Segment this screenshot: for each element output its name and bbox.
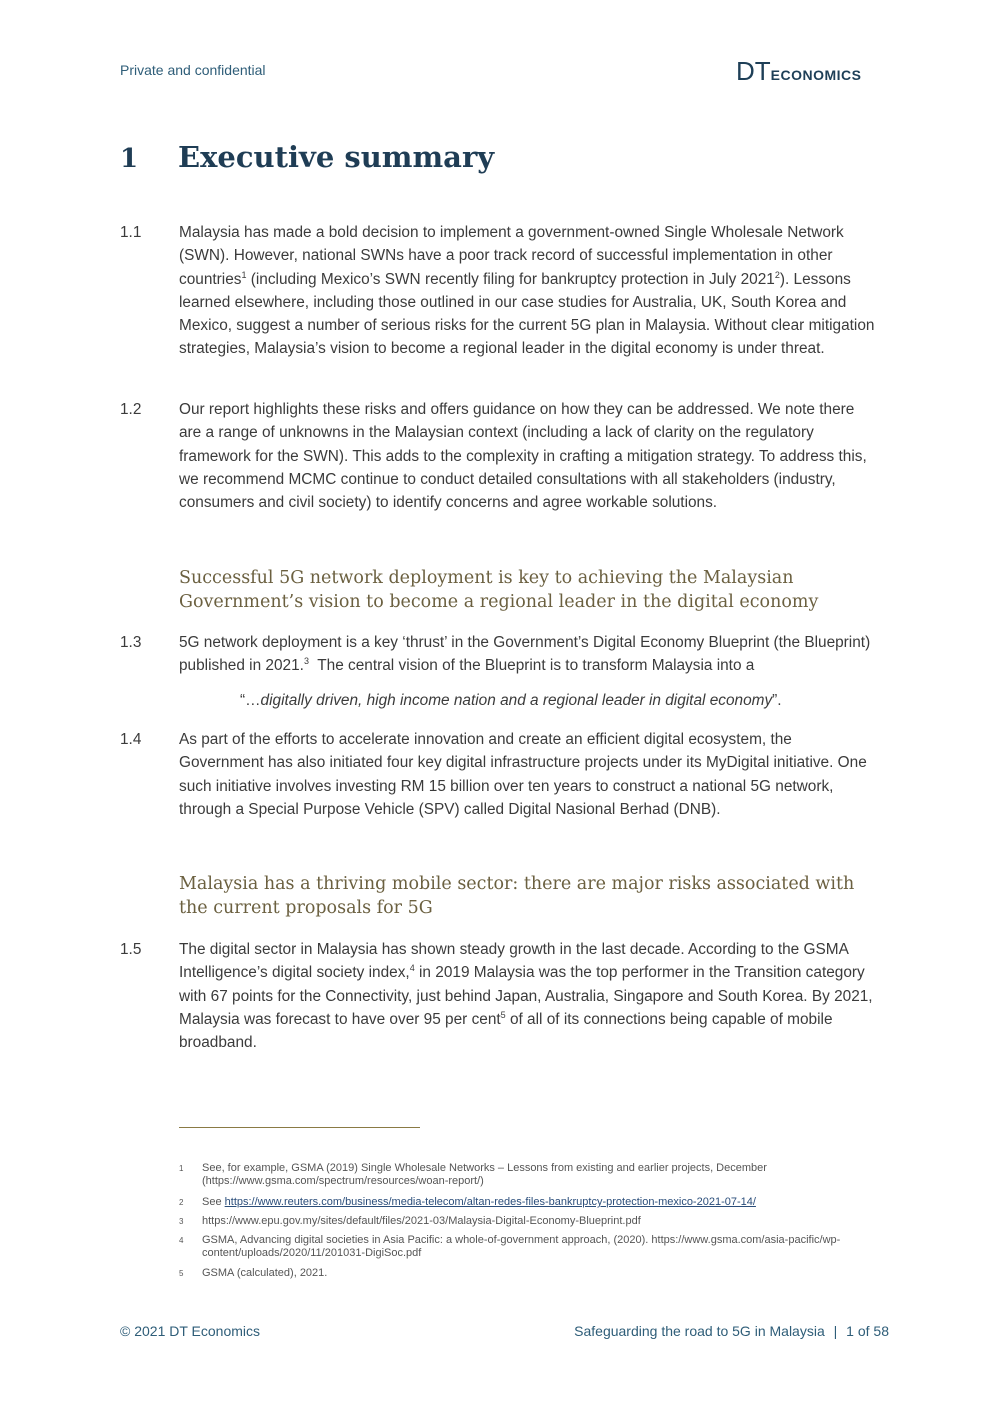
footnote-ref: 1 xyxy=(241,269,247,280)
footer-document-info xyxy=(574,1323,889,1339)
text-segment: The digital sector in Malaysia has shown steady growth in the last decade. According to the GSMA Intelligence’s digital society index, xyxy=(179,941,848,982)
reuters-link[interactable]: https://www.reuters.com/business/media-telecom/altan-redes-files-bankruptcy-protection-mexico-2021-07-14/ xyxy=(224,1196,756,1208)
footnote-ref: 3 xyxy=(303,656,309,667)
footnote-text: https://www.epu.gov.my/sites/default/files/2021-03/Malaysia-Digital-Economy-Blueprint.pdf xyxy=(202,1215,641,1227)
text-segment: in 2019 Malaysia was the top performer in the Transition category with 67 points for the Connectivity, just behind Japan, Australia, Singapore and South Korea. By 2021, Malaysia was forecast to have over 95 per cent xyxy=(179,964,873,1028)
footnote-ref: 5 xyxy=(500,1009,506,1020)
blueprint-quote xyxy=(240,692,782,710)
subheading-mobile-sector: Malaysia has a thriving mobile sector: there are major risks associated with the current proposals for 5G xyxy=(179,874,855,918)
quote-open: “… xyxy=(240,692,261,709)
footnote-divider xyxy=(179,1127,420,1128)
text-segment: Malaysia has made a bold decision to implement a government-owned Single Wholesale Network (SWN). However, national SWNs have a poor track record of successful implementation in other countries xyxy=(179,224,844,288)
footnote-number: 4 xyxy=(179,1236,184,1245)
text-segment: of all of its connections being capable of mobile broadband. xyxy=(179,1010,833,1052)
paragraph-text: As part of the efforts to accelerate innovation and create an efficient digital ecosystem, the Government has also initiated four key digital infrastructure projects under its MyDigital initiative. One such initiative involves investing RM 15 billion over ten years to construct a national 5G network, through a Special Purpose Vehicle (SPV) called Digital Nasional Berhad (DNB). xyxy=(179,731,867,818)
footnote-text: See, for example, GSMA (2019) Single Wholesale Networks – Lessons from existing and earlier projects, December (https://www.gsma.com/spectrum/resources/woan-report/) xyxy=(202,1162,767,1187)
logo-dt: DT xyxy=(736,56,771,86)
footnote-ref: 2 xyxy=(774,269,780,280)
page-number: 1 of 58 xyxy=(846,1323,889,1339)
footnote-number: 3 xyxy=(179,1217,184,1226)
footnote-text: GSMA, Advancing digital societies in Asia Pacific: a whole-of-government approach, (2020). https://www.gsma.com/asia-pacific/wp-content/uploads/2020/11/201031-DigiSoc.pdf xyxy=(202,1234,841,1259)
paragraph-number: 1.5 xyxy=(120,941,142,958)
paragraph-text xyxy=(179,221,879,361)
chapter-number: 1 xyxy=(120,144,139,174)
quote-close: ”. xyxy=(772,692,782,709)
paragraph-number: 1.3 xyxy=(120,634,142,651)
quote-text: digitally driven, high income nation and a regional leader in digital economy xyxy=(260,692,773,709)
footnote-text xyxy=(202,1196,872,1209)
paragraph-text: Our report highlights these risks and offers guidance on how they can be addressed. We note there are a range of unknowns in the Malaysian context (including a lack of clarity on the regulatory framework for the SWN). This adds to the complexity in crafting a mitigation strategy. To address this, we recommend MCMC continue to conduct detailed consultations with all stakeholders (industry, consumers and civil society) to identify concerns and agree workable solutions. xyxy=(179,401,867,512)
footer-separator: | xyxy=(833,1323,838,1339)
footnote-text: GSMA (calculated), 2021. xyxy=(202,1267,328,1279)
text-segment: The central vision of the Blueprint is to transform Malaysia into a xyxy=(308,657,755,675)
footer-doc-title: Safeguarding the road to 5G in Malaysia xyxy=(574,1323,825,1339)
text-segment: (including Mexico’s SWN recently filing for bankruptcy protection in July 2021 xyxy=(246,270,775,288)
paragraph-text xyxy=(179,631,879,678)
paragraph-number: 1.4 xyxy=(120,731,142,748)
footnote-number: 2 xyxy=(179,1198,184,1207)
footer-copyright: © 2021 DT Economics xyxy=(120,1323,261,1339)
footnote-number: 1 xyxy=(179,1164,184,1173)
paragraph-number: 1.2 xyxy=(120,401,142,418)
footnote-number: 5 xyxy=(179,1269,184,1278)
chapter-title: Executive summary xyxy=(178,140,495,174)
subheading-5g-deployment: Successful 5G network deployment is key to achieving the Malaysian Government’s vision to become a regional leader in the digital economy xyxy=(179,568,819,612)
text-segment: 5G network deployment is a key ‘thrust’ in the Government’s Digital Economy Blueprint (the Blueprint) published in 2021. xyxy=(179,634,871,675)
confidential-label: Private and confidential xyxy=(120,62,266,78)
footnote-ref: 4 xyxy=(409,963,415,974)
text-segment: ). Lessons learned elsewhere, including those outlined in our case studies for Australia, UK, South Korea and Mexico, suggest a number of serious risks for the current 5G plan in Malaysia. Without clear mitigation strategies, Malaysia’s vision to become a regional leader in the digital economy is under threat. xyxy=(179,270,875,358)
paragraph-text xyxy=(179,938,879,1054)
dt-economics-logo xyxy=(736,56,862,87)
logo-economics: ECONOMICS xyxy=(770,67,862,83)
paragraph-number: 1.1 xyxy=(120,224,142,241)
footnote-prefix: See xyxy=(202,1196,225,1208)
